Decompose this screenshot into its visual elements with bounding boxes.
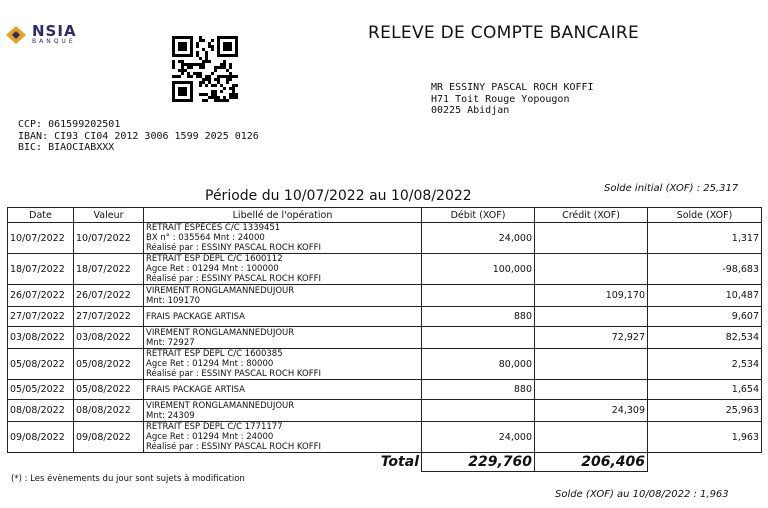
address-line-2: 00225 Abidjan bbox=[431, 105, 510, 116]
libelle-line-1: VIREMENT RONGLAMANNEDUJOUR bbox=[146, 400, 295, 411]
ccp-number: CCP: 061599202501 bbox=[18, 119, 121, 130]
libelle-line-3: Réalisé par : ESSINY PASCAL ROCH KOFFI bbox=[146, 274, 322, 284]
table-row bbox=[8, 400, 762, 422]
cell-libelle bbox=[144, 223, 422, 254]
cell-solde: 1,654 bbox=[648, 380, 762, 400]
cell-libelle bbox=[144, 349, 422, 380]
cell-solde: 1,963 bbox=[648, 422, 762, 453]
cell-debit: 880 bbox=[422, 380, 535, 400]
cell-solde: 25,963 bbox=[648, 400, 762, 422]
cell-date: 03/08/2022 bbox=[8, 327, 74, 349]
cell-valeur: 18/07/2022 bbox=[74, 254, 144, 285]
cell-debit: 24,000 bbox=[422, 223, 535, 254]
table-row bbox=[8, 380, 762, 400]
libelle-line-1: VIREMENT RONGLAMANNEDUJOUR bbox=[146, 327, 295, 338]
libelle-line-1: VIREMENT RONGLAMANNEDUJOUR bbox=[146, 285, 295, 296]
total-label: Total bbox=[8, 453, 422, 472]
qr-code bbox=[172, 36, 238, 102]
col-header-debit: Débit (XOF) bbox=[422, 208, 535, 223]
col-header-libelle: Libellé de l'opération bbox=[144, 208, 422, 223]
table-row bbox=[8, 223, 762, 254]
libelle-line-1: FRAIS PACKAGE ARTISA bbox=[146, 311, 245, 322]
cell-credit bbox=[535, 422, 648, 453]
cell-credit bbox=[535, 380, 648, 400]
table-row bbox=[8, 349, 762, 380]
libelle-line-1: RETRAIT ESP DEPL C/C 1771177 bbox=[146, 422, 283, 432]
cell-debit: 24,000 bbox=[422, 422, 535, 453]
total-row bbox=[8, 453, 762, 472]
account-info-block bbox=[18, 119, 259, 154]
cell-credit bbox=[535, 254, 648, 285]
cell-credit: 24,309 bbox=[535, 400, 648, 422]
cell-date: 09/08/2022 bbox=[8, 422, 74, 453]
bic-code: BIC: BIAOCIABXXX bbox=[18, 142, 115, 153]
cell-libelle bbox=[144, 285, 422, 307]
table-row bbox=[8, 327, 762, 349]
col-header-valeur: Valeur bbox=[74, 208, 144, 223]
cell-date: 18/07/2022 bbox=[8, 254, 74, 285]
col-header-solde: Solde (XOF) bbox=[648, 208, 762, 223]
cell-libelle bbox=[144, 400, 422, 422]
cell-libelle bbox=[144, 307, 422, 327]
table-row bbox=[8, 307, 762, 327]
libelle-line-2: BX n° : 035564 Mnt : 24000 bbox=[146, 233, 265, 243]
cell-credit bbox=[535, 223, 648, 254]
table-row bbox=[8, 254, 762, 285]
libelle-line-3: Réalisé par : ESSINY PASCAL ROCH KOFFI bbox=[146, 369, 322, 379]
cell-debit bbox=[422, 327, 535, 349]
cell-valeur: 08/08/2022 bbox=[74, 400, 144, 422]
statement-period: Période du 10/07/2022 au 10/08/2022 bbox=[205, 188, 472, 204]
libelle-line-1: RETRAIT ESP DEPL C/C 1600112 bbox=[146, 254, 283, 264]
cell-solde: -98,683 bbox=[648, 254, 762, 285]
cell-debit bbox=[422, 285, 535, 307]
libelle-line-3: Réalisé par : ESSINY PASCAL ROCH KOFFI bbox=[146, 442, 322, 452]
libelle-line-2: Mnt: 72927 bbox=[146, 337, 195, 348]
cell-date: 05/05/2022 bbox=[8, 380, 74, 400]
cell-date: 05/08/2022 bbox=[8, 349, 74, 380]
cell-solde: 82,534 bbox=[648, 327, 762, 349]
cell-debit: 100,000 bbox=[422, 254, 535, 285]
libelle-line-2: Agce Ret : 01294 Mnt : 80000 bbox=[146, 359, 274, 369]
cell-valeur: 27/07/2022 bbox=[74, 307, 144, 327]
cell-debit: 880 bbox=[422, 307, 535, 327]
col-header-date: Date bbox=[8, 208, 74, 223]
libelle-line-1: RETRAIT ESPECES C/C 1339451 bbox=[146, 223, 281, 233]
total-debit: 229,760 bbox=[422, 453, 535, 472]
final-balance: Solde (XOF) au 10/08/2022 : 1,963 bbox=[555, 489, 729, 500]
cell-libelle bbox=[144, 327, 422, 349]
total-spacer bbox=[648, 453, 762, 472]
cell-date: 08/08/2022 bbox=[8, 400, 74, 422]
brand-subtitle: BANQUE bbox=[32, 38, 76, 45]
libelle-line-2: Mnt: 109170 bbox=[146, 295, 201, 306]
cell-solde: 9,607 bbox=[648, 307, 762, 327]
cell-libelle bbox=[144, 422, 422, 453]
address-line-1: H71 Toit Rouge Yopougon bbox=[431, 93, 570, 105]
cell-date: 26/07/2022 bbox=[8, 285, 74, 307]
table-header-row bbox=[8, 208, 762, 223]
table-row bbox=[8, 285, 762, 307]
cell-debit: 80,000 bbox=[422, 349, 535, 380]
cell-valeur: 09/08/2022 bbox=[74, 422, 144, 453]
libelle-line-1: RETRAIT ESP DEPL C/C 1600385 bbox=[146, 349, 283, 359]
iban-number: IBAN: CI93 CI04 2012 3006 1599 2025 0126 bbox=[18, 130, 259, 142]
libelle-line-3: Réalisé par : ESSINY PASCAL ROCH KOFFI bbox=[146, 243, 322, 253]
footnote: (*) : Les évènements du jour sont sujets à modification bbox=[11, 474, 245, 484]
cell-solde: 2,534 bbox=[648, 349, 762, 380]
libelle-line-2: Agce Ret : 01294 Mnt : 24000 bbox=[146, 432, 274, 442]
cell-solde: 10,487 bbox=[648, 285, 762, 307]
cell-date: 27/07/2022 bbox=[8, 307, 74, 327]
libelle-line-1: FRAIS PACKAGE ARTISA bbox=[146, 384, 245, 395]
col-header-credit: Crédit (XOF) bbox=[535, 208, 648, 223]
cell-debit bbox=[422, 400, 535, 422]
cell-credit: 72,927 bbox=[535, 327, 648, 349]
cell-libelle bbox=[144, 380, 422, 400]
cell-valeur: 26/07/2022 bbox=[74, 285, 144, 307]
cell-date: 10/07/2022 bbox=[8, 223, 74, 254]
libelle-line-2: Agce Ret : 01294 Mnt : 100000 bbox=[146, 264, 279, 274]
page-title: RELEVE DE COMPTE BANCAIRE bbox=[368, 23, 640, 43]
cell-credit bbox=[535, 349, 648, 380]
cell-valeur: 03/08/2022 bbox=[74, 327, 144, 349]
customer-name: MR ESSINY PASCAL ROCH KOFFI bbox=[431, 82, 594, 93]
cell-valeur: 05/08/2022 bbox=[74, 349, 144, 380]
customer-address-block bbox=[431, 82, 594, 117]
transactions-table bbox=[7, 207, 762, 472]
total-credit: 206,406 bbox=[535, 453, 648, 472]
cell-libelle bbox=[144, 254, 422, 285]
table-row bbox=[8, 422, 762, 453]
initial-balance: Solde initial (XOF) : 25,317 bbox=[604, 183, 739, 194]
libelle-line-2: Mnt: 24309 bbox=[146, 410, 195, 421]
cell-valeur: 05/08/2022 bbox=[74, 380, 144, 400]
cell-credit: 109,170 bbox=[535, 285, 648, 307]
cell-solde: 1,317 bbox=[648, 223, 762, 254]
brand-name: NSIA bbox=[32, 22, 77, 40]
cell-credit bbox=[535, 307, 648, 327]
cell-valeur: 10/07/2022 bbox=[74, 223, 144, 254]
